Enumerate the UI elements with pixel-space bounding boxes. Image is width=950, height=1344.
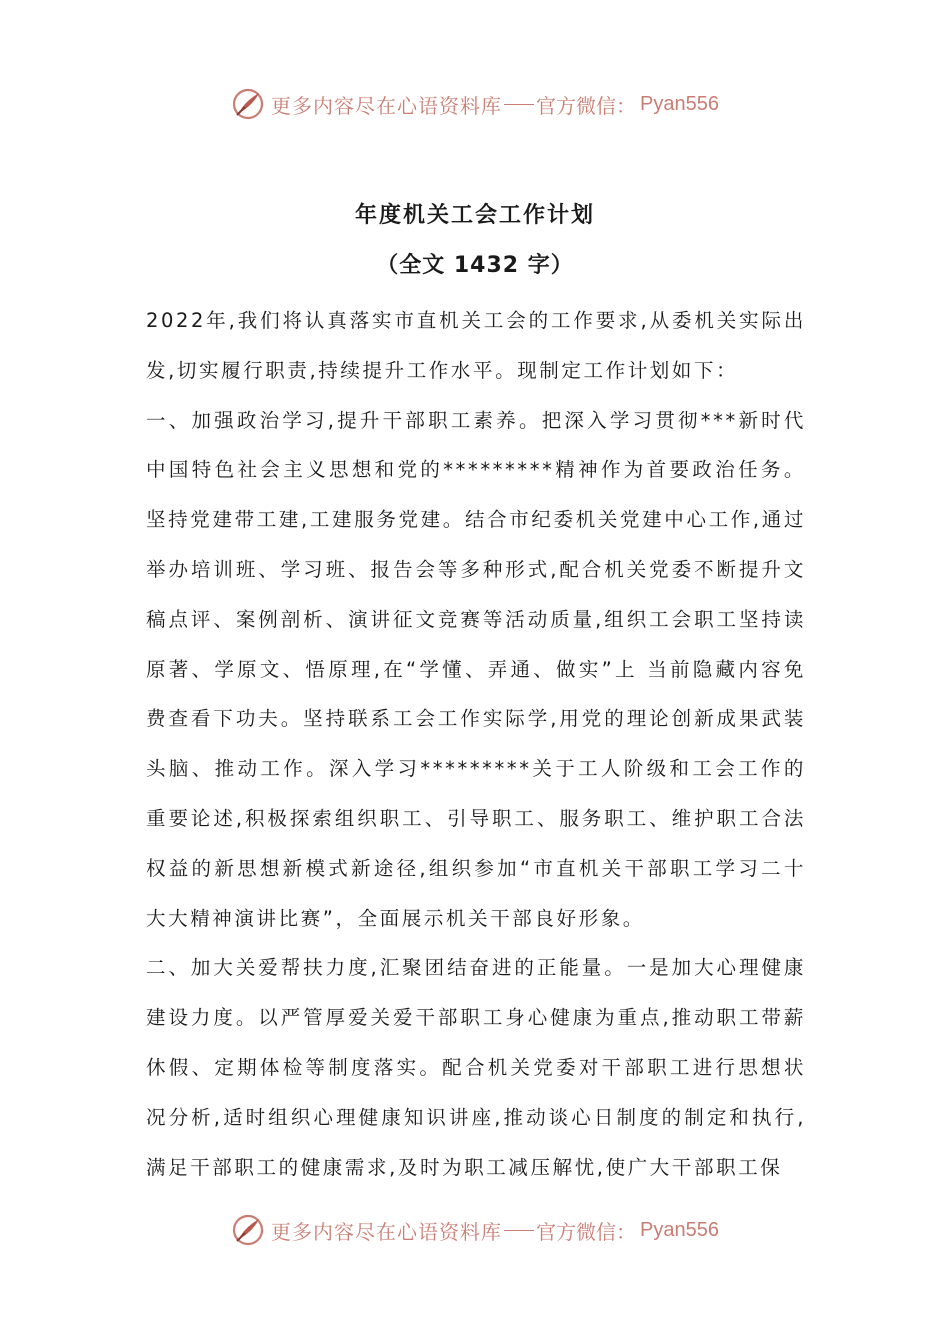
watermark-dash <box>504 104 534 105</box>
watermark-footer <box>0 1208 950 1252</box>
watermark-header <box>0 82 950 126</box>
watermark-dash <box>504 1230 534 1231</box>
paragraph-section-1: 一、加强政治学习,提升干部职工素养。把深入学习贯彻***新时代中国特色社会主义思想和党的*********精神作为首要政治任务。坚持党建带工建,工建服务党建。结合市纪委机关党建中心工作,通过举办培训班、学习班、报告会等多种形式,配合机关党委不断提升文稿点评、案例剖析、演讲征文竞赛等活动质量,组织工会职工坚持读原著、学原文、悟原理,在“学懂、弄通、做实”上 当前隐藏内容免费查看下功夫。坚持联系工会工作实际学,用党的理论创新成果武装头脑、推动工作。深入学习*********关于工人阶级和工会工作的重要论述,积极探索组织职工、引导职工、服务职工、维护职工合法权益的新思想新模式新途径,组织参加“市直机关干部职工学习二十大大精神演讲比赛”，全面展示机关干部良好形象。 <box>146 408 806 930</box>
watermark-label: 官方微信： <box>536 93 637 118</box>
paragraph-section-2: 二、加大关爱帮扶力度,汇聚团结奋进的正能量。一是加大心理健康建设力度。以严管厚爱关爱干部职工身心健康为重点,推动职工带薪休假、定期体检等制度落实。配合机关党委对干部职工进行思想状况分析,适时组织心理健康知识讲座,推动谈心日制度的制定和执行,满足干部职工的健康需求,及时为职工减压解忧,使广大干部职工保 <box>146 956 806 1179</box>
document-title: 年度机关工会工作计划 <box>354 203 595 228</box>
watermark-id: Pyan556 <box>640 92 719 115</box>
watermark-id: Pyan556 <box>640 1218 719 1241</box>
document-subtitle: （全文 1432 字） <box>376 253 574 278</box>
quill-logo-icon <box>231 87 265 121</box>
watermark-text: 更多内容尽在心语资料库 <box>271 93 503 118</box>
watermark-label: 官方微信： <box>536 1219 637 1244</box>
paragraph-intro: 2022年,我们将认真落实市直机关工会的工作要求,从委机关实际出发,切实履行职责,持续提升工作水平。现制定工作计划如下： <box>146 309 806 382</box>
document-body <box>146 296 806 1192</box>
watermark-text: 更多内容尽在心语资料库 <box>271 1219 503 1244</box>
quill-logo-icon <box>231 1213 265 1247</box>
